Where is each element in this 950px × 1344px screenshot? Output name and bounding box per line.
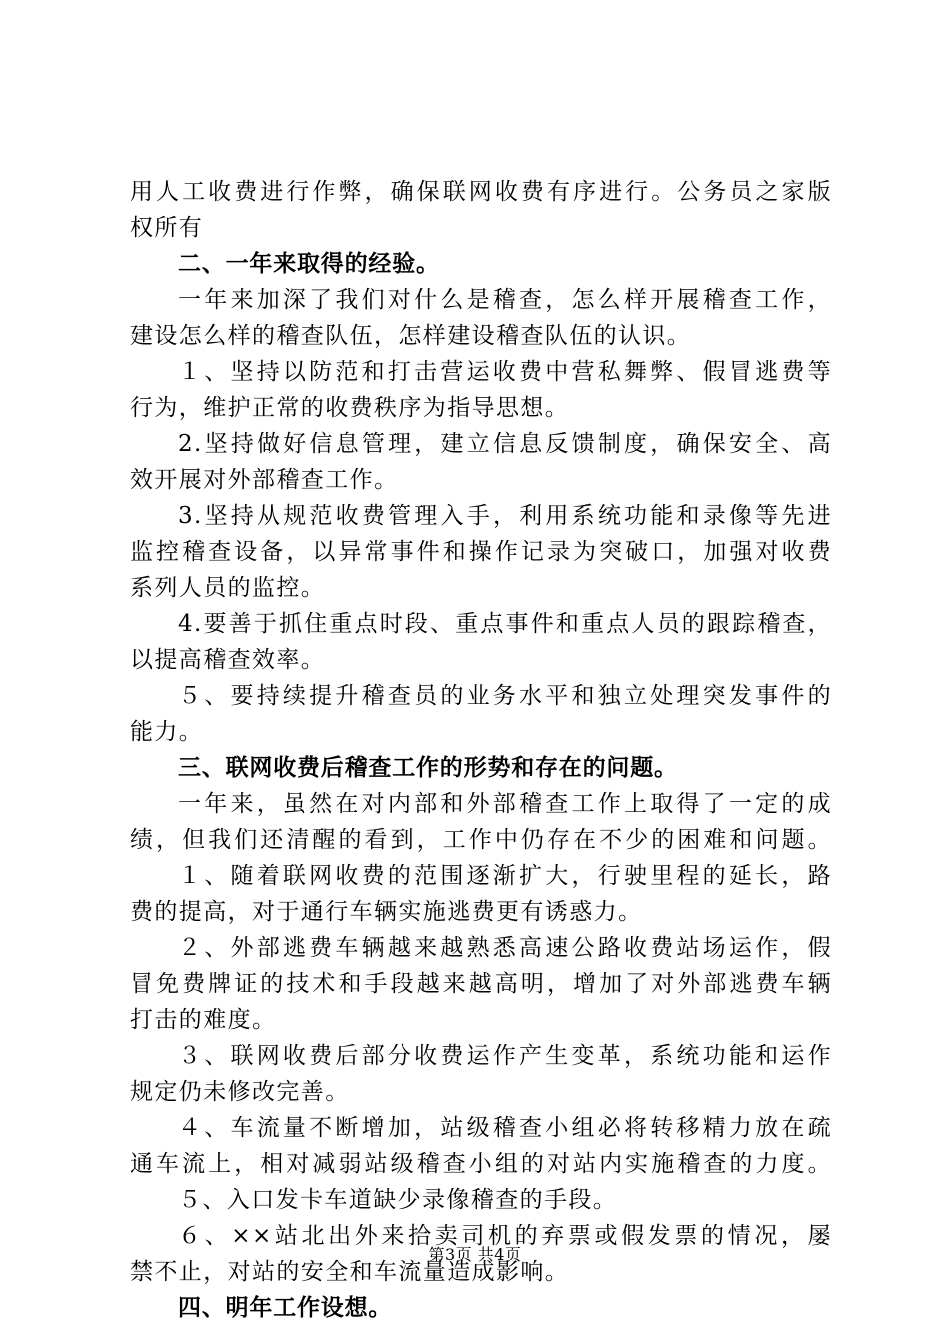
body-line: １、坚持以防范和打击营运收费中营私舞弊、假冒逃费等 [178,359,832,385]
body-line: 权所有 [130,215,204,241]
section-heading: 三、联网收费后稽查工作的形势和存在的问题。 [178,755,678,781]
body-line: ３、联网收费后部分收费运作产生变革，系统功能和运作 [178,1043,832,1069]
body-line: 禁不止，对站的安全和车流量造成影响。 [130,1259,570,1285]
body-line: 监控稽查设备，以异常事件和操作记录为突破口，加强对收费 [130,539,832,565]
page-number-footer: 第3页 共4页 [428,1245,522,1264]
body-line: 规定仍未修改完善。 [130,1079,350,1105]
body-line: 能力。 [130,719,204,745]
section-heading: 四、明年工作设想。 [178,1295,393,1321]
body-line: ４、车流量不断增加，站级稽查小组必将转移精力放在疏 [178,1115,832,1141]
body-line: 4.要善于抓住重点时段、重点事件和重点人员的跟踪稽查， [178,611,832,637]
body-line: 效开展对外部稽查工作。 [130,467,399,493]
body-line: 2.坚持做好信息管理，建立信息反馈制度，确保安全、高 [178,431,832,457]
body-line: 行为，维护正常的收费秩序为指导思想。 [130,395,570,421]
body-line: 用人工收费进行作弊，确保联网收费有序进行。公务员之家版 [130,179,832,205]
body-line: ６、××站北出外来拾卖司机的弃票或假发票的情况，屡 [178,1223,832,1249]
body-line: 3.坚持从规范收费管理入手，利用系统功能和录像等先进 [178,503,832,529]
body-line: ５、入口发卡车道缺少录像稽查的手段。 [178,1187,618,1213]
section-heading: 二、一年来取得的经验。 [178,251,440,277]
body-line: 打击的难度。 [130,1007,277,1033]
body-line: 一年来加深了我们对什么是稽查，怎么样开展稽查工作， [178,287,832,313]
document-body [130,174,832,1326]
body-line: 系列人员的监控。 [130,575,326,601]
body-line: ５、要持续提升稽查员的业务水平和独立处理突发事件的 [178,683,832,709]
body-line: 以提高稽查效率。 [130,647,326,673]
body-line: ２、外部逃费车辆越来越熟悉高速公路收费站场运作，假 [178,935,832,961]
body-line: 建设怎么样的稽查队伍，怎样建设稽查队伍的认识。 [130,323,692,349]
body-line: １、随着联网收费的范围逐渐扩大，行驶里程的延长，路 [178,863,832,889]
body-line: 通车流上，相对减弱站级稽查小组的对站内实施稽查的力度。 [130,1151,832,1177]
body-line: 费的提高，对于通行车辆实施逃费更有诱惑力。 [130,899,643,925]
body-line: 一年来，虽然在对内部和外部稽查工作上取得了一定的成 [178,791,832,817]
body-line: 冒免费牌证的技术和手段越来越高明，增加了对外部逃费车辆 [130,971,832,997]
body-line: 绩，但我们还清醒的看到，工作中仍存在不少的困难和问题。 [130,827,832,853]
